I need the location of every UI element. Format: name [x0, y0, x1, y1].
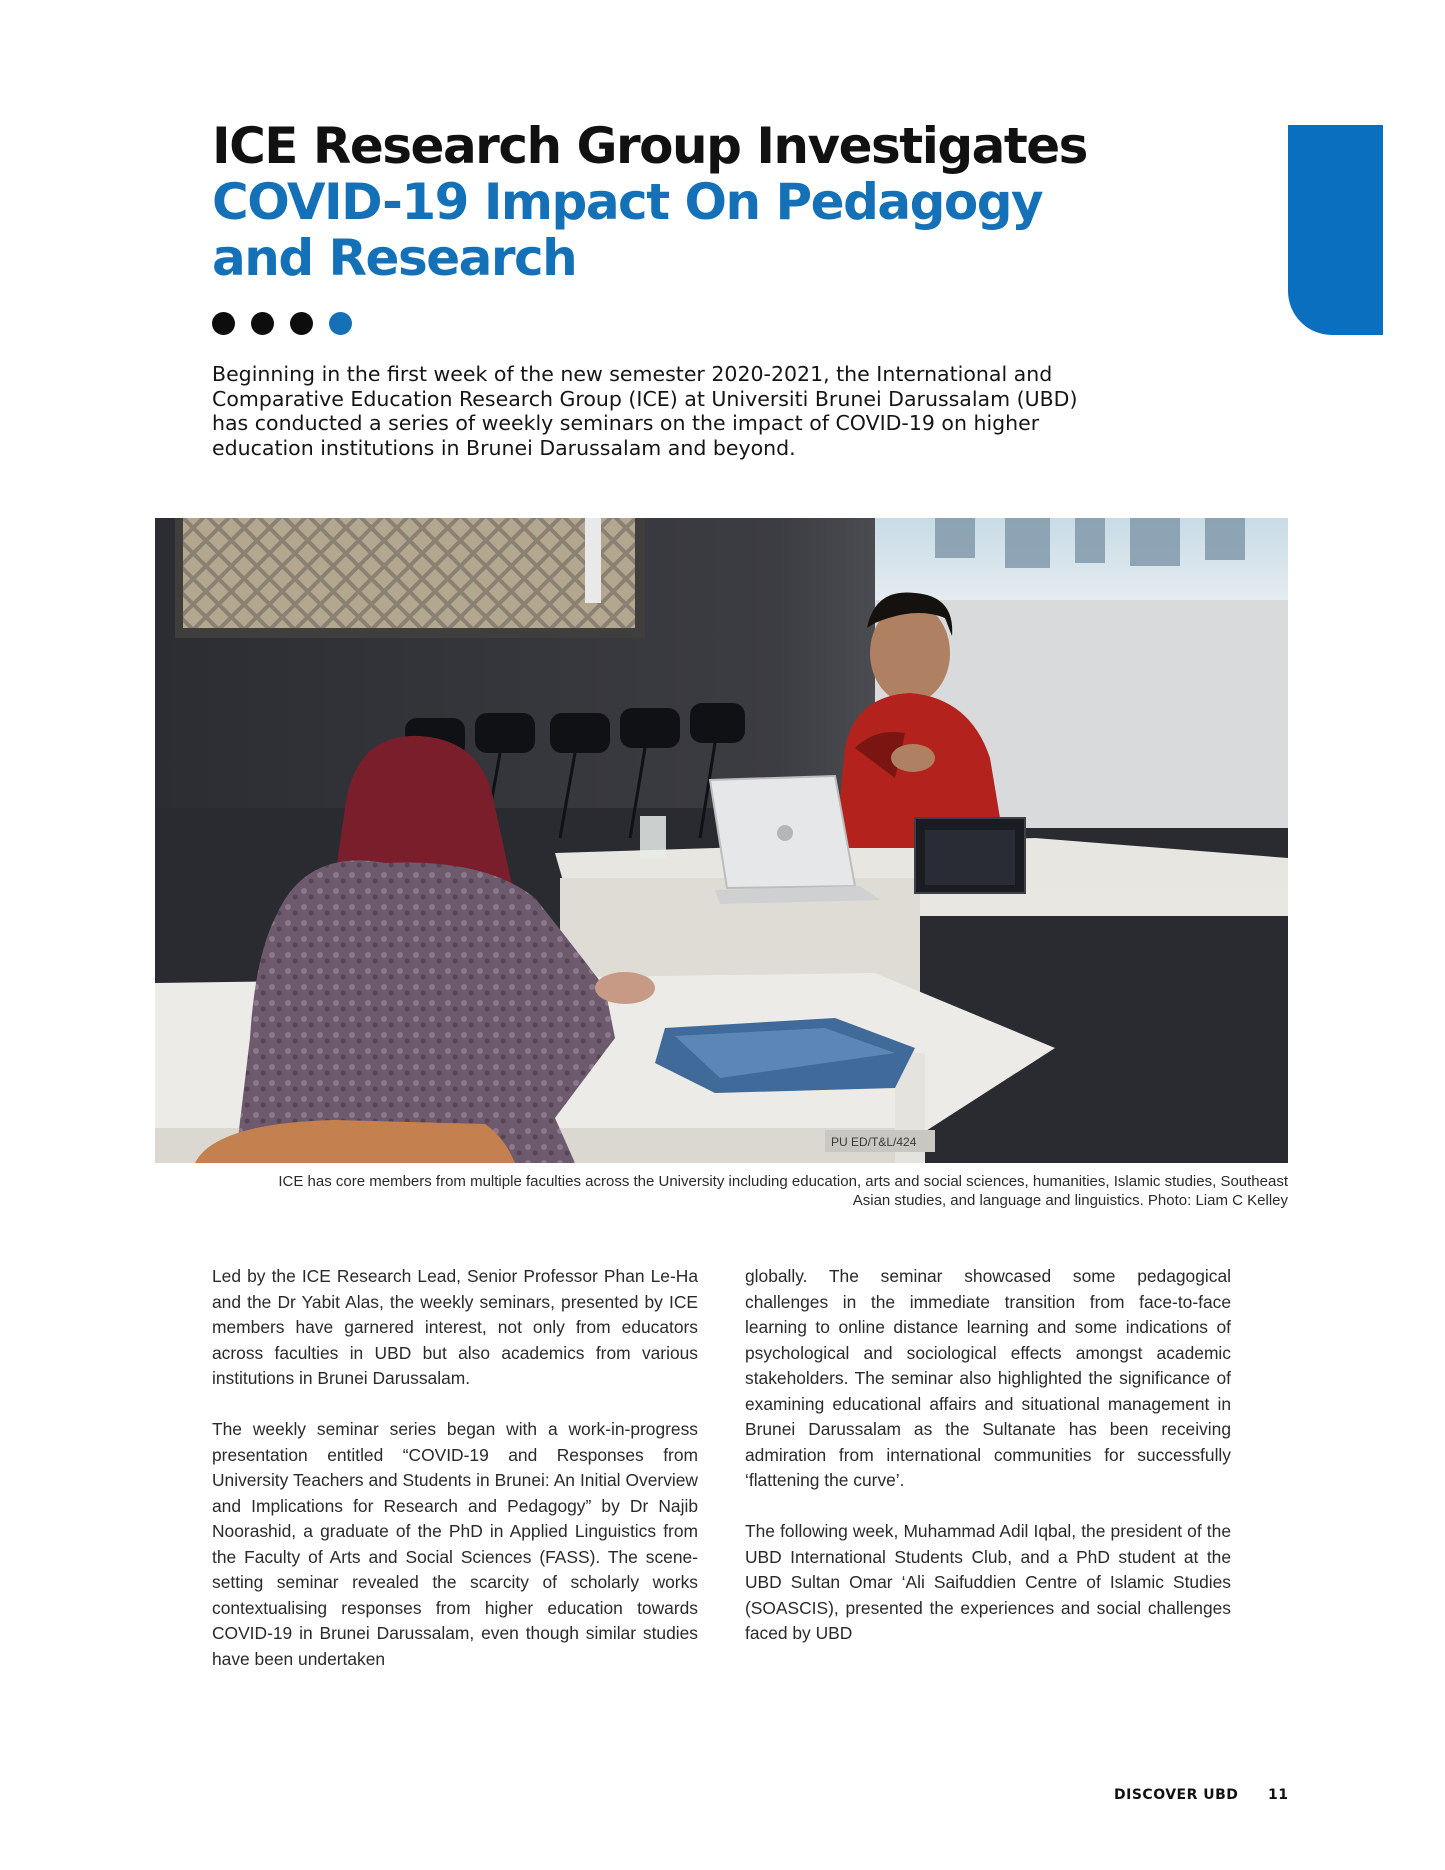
body-column-right — [745, 1264, 1231, 1672]
magazine-name: DISCOVER UBD — [1114, 1787, 1239, 1803]
intro-paragraph: Beginning in the first week of the new semester 2020-2021, the International and Comparative Education Research Group (ICE) at Universiti Brunei Darussalam (UBD) has conducted a series of weekly seminars on the impact of COVID-19 on higher education institutions in Brunei Darussalam and beyond. — [212, 362, 1078, 460]
dot-icon — [251, 312, 274, 335]
corner-accent-tab — [1288, 125, 1383, 335]
body-column-left — [212, 1264, 698, 1698]
title-line-1: ICE Research Group Investigates — [212, 117, 1087, 175]
title-line-2: COVID-19 Impact On Pedagogy — [212, 173, 1043, 231]
dot-icon — [212, 312, 235, 335]
body-paragraph: globally. The seminar showcased some pedagogical challenges in the immediate transition from face-to-face learning to online distance learning and some indications of psychological and sociological effects amongst academic stakeholders. The seminar also highlighted the significance of examining educational affairs and situational management in Brunei Darussalam as the Sultanate has been receiving admiration from international communities for successfully ‘flattening the curve’. — [745, 1266, 1231, 1490]
page-number: 11 — [1268, 1787, 1289, 1803]
body-paragraph: The weekly seminar series began with a work-in-progress presentation entitled “COVID-19 and Responses from University Teachers and Students in Brunei: An Initial Overview and Implications for Research and Pedagogy” by Dr Najib Noorashid, a graduate of the PhD in Applied Linguistics from the Faculty of Arts and Social Sciences (FASS). The scene-setting seminar revealed the scarcity of scholarly works contextualising responses from higher education towards COVID-19 in Brunei Darussalam, even though similar studies have been undertaken — [212, 1419, 698, 1669]
table-tag-label: PU ED/T&L/424 — [831, 1135, 917, 1149]
article-title — [212, 118, 1112, 286]
dot-icon — [329, 312, 352, 335]
photo-caption: ICE has core members from multiple faculties across the University including education, arts and social sciences, humanities, Islamic studies, Southeast Asian studies, and language and linguistics. Photo: Liam C Kelley — [278, 1173, 1288, 1209]
body-paragraph: Led by the ICE Research Lead, Senior Professor Phan Le-Ha and the Dr Yabit Alas, the weekly seminars, presented by ICE members have garnered interest, not only from educators across faculties in UBD but also academics from various institutions in Brunei Darussalam. — [212, 1266, 698, 1388]
seminar-photo — [155, 518, 1288, 1163]
title-line-3: and Research — [212, 229, 577, 287]
body-paragraph: The following week, Muhammad Adil Iqbal, the president of the UBD International Students Club, and a PhD student at the UBD Sultan Omar ‘Ali Saifuddien Centre of Islamic Studies (SOASCIS), presented the experiences and social challenges faced by UBD — [745, 1521, 1231, 1643]
dot-icon — [290, 312, 313, 335]
